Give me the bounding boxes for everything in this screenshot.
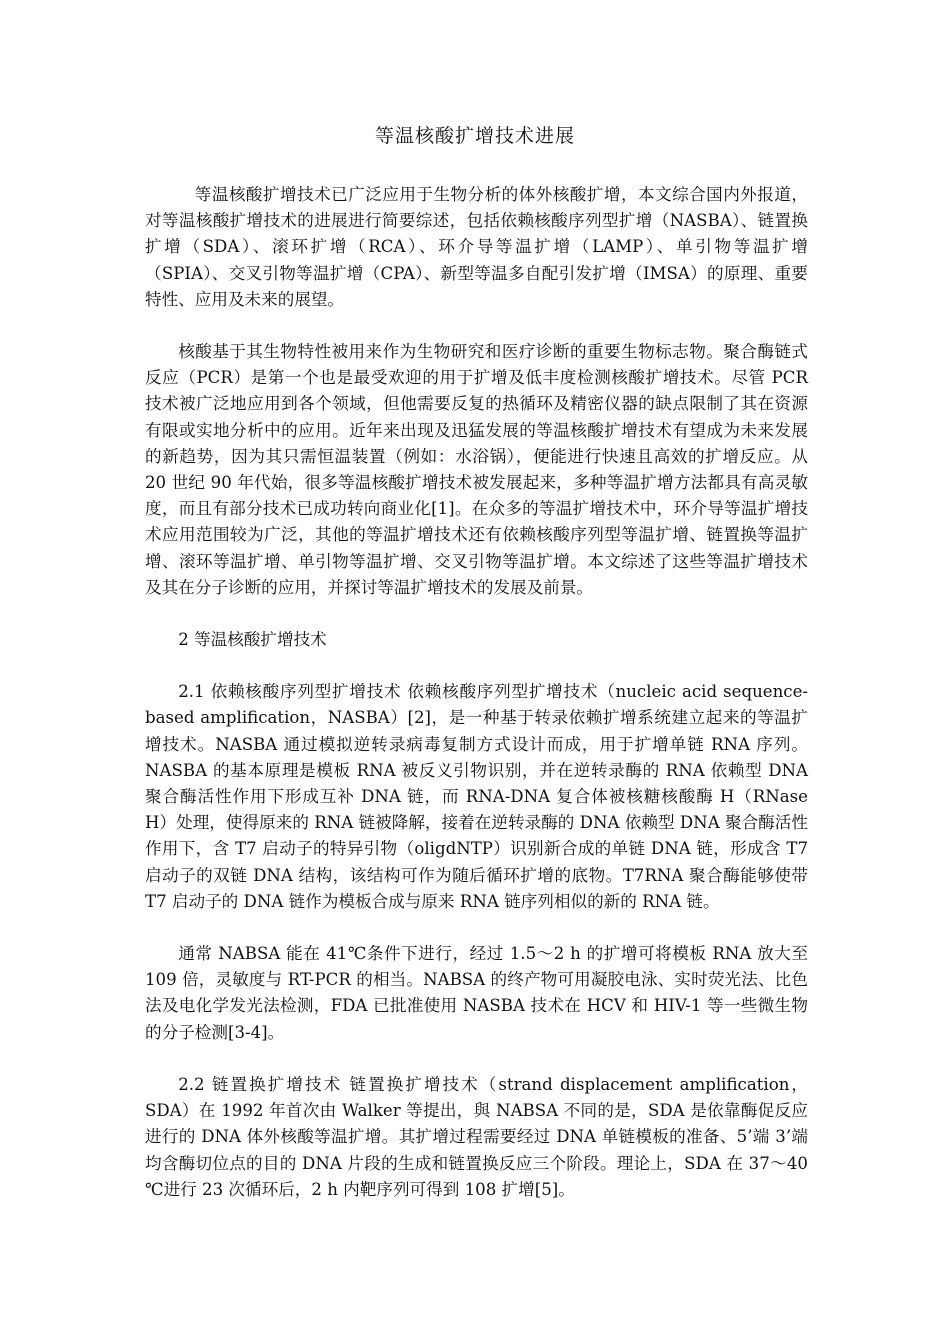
nasba-detection-paragraph: 通常 NABSA 能在 41℃条件下进行，经过 1.5～2 h 的扩增可将模板 RNA 放大至 109 倍，灵敏度与 RT-PCR 的相当。NABSA 的终产物可用凝胶电泳、实时荧光法、比色法及电化学发光法检测，FDA 已批准使用 NASBA 技术在 HCV 和 HIV-1 等一些微生物的分子检测[3-4]。 xyxy=(145,944,808,1042)
section-2-1-paragraph: 2.1 依赖核酸序列型扩增技术 依赖核酸序列型扩增技术（nucleic acid sequence-based amplification，NASBA）[2]，是一种基于转录依赖扩增系统建立起来的等温扩增技术。NASBA 通过模拟逆转录病毒复制方式设计而成，用于扩增单链 RNA 序列。NASBA 的基本原理是模板 RNA 被反义引物识别，并在逆转录酶的 RNA 依赖型 DNA 聚合酶活性作用下形成互补 DNA 链，而 RNA-DNA 复合体被核糖核酸酶 H（RNase H）处理，使得原来的 RNA 链被降解，接着在逆转录酶的 DNA 依赖型 DNA 聚合酶活性作用下，含 T7 启动子的特异引物（oligdNTP）识别新合成的单链 DNA 链，形成含 T7 启动子的双链 DNA 结构，该结构可作为随后循环扩增的底物。T7RNA 聚合酶能够使带 T7 启动子的 DNA 链作为模板合成与原来 RNA 链序列相似的新的 RNA 链。 xyxy=(145,682,808,911)
document-title: 等温核酸扩增技术进展 xyxy=(374,125,575,147)
document-body xyxy=(145,182,808,1229)
section-2-heading: 2 等温核酸扩增技术 xyxy=(178,630,327,650)
abstract-paragraph: 等温核酸扩增技术已广泛应用于生物分析的体外核酸扩增，本文综合国内外报道，对等温核酸扩增技术的进展进行简要综述，包括依赖核酸序列型扩增（NASBA）、链置换扩增（SDA）、滚环扩增（RCA）、环介导等温扩增（LAMP）、单引物等温扩增（SPIA）、交叉引物等温扩增（CPA）、新型等温多自配引发扩增（IMSA）的原理、重要特性、应用及未来的展望。 xyxy=(145,185,808,309)
introduction-paragraph: 核酸基于其生物特性被用来作为生物研究和医疗诊断的重要生物标志物。聚合酶链式反应（PCR）是第一个也是最受欢迎的用于扩增及低丰度检测核酸扩增技术。尽管 PCR 技术被广泛地应用到各个领域，但他需要反复的热循环及精密仪器的缺点限制了其在资源有限或实地分析中的应用。近年来出现及迅猛发展的等温核酸扩增技术有望成为未来发展的新趋势，因为其只需恒温装置（例如：水浴锅），便能进行快速且高效的扩增反应。从 20 世纪 90 年代始，很多等温核酸扩增技术被发展起来，多种等温扩增方法都具有高灵敏度，而且有部分技术已成功转向商业化[1]。在众多的等温扩增技术中，环介导等温扩增技术应用范围较为广泛，其他的等温扩增技术还有依赖核酸序列型等温扩增、链置换等温扩增、滚环等温扩增、单引物等温扩增、交叉引物等温扩增。本文综述了这些等温扩增技术及其在分子诊断的应用，并探讨等温扩增技术的发展及前景。 xyxy=(145,342,808,597)
section-2-2-paragraph: 2.2 链置换扩增技术 链置换扩增技术（strand displacement amplification，SDA）在 1992 年首次由 Walker 等提出，與 NABSA 不同的是，SDA 是依靠酶促反应进行的 DNA 体外核酸等温扩增。其扩增过程需要经过 DNA 单链模板的准备、5’端 3’端均含酶切位点的目的 DNA 片段的生成和链置换反应三个阶段。理论上，SDA 在 37～40 ℃进行 23 次循环后，2 h 内靶序列可得到 108 扩增[5]。 xyxy=(145,1074,808,1199)
